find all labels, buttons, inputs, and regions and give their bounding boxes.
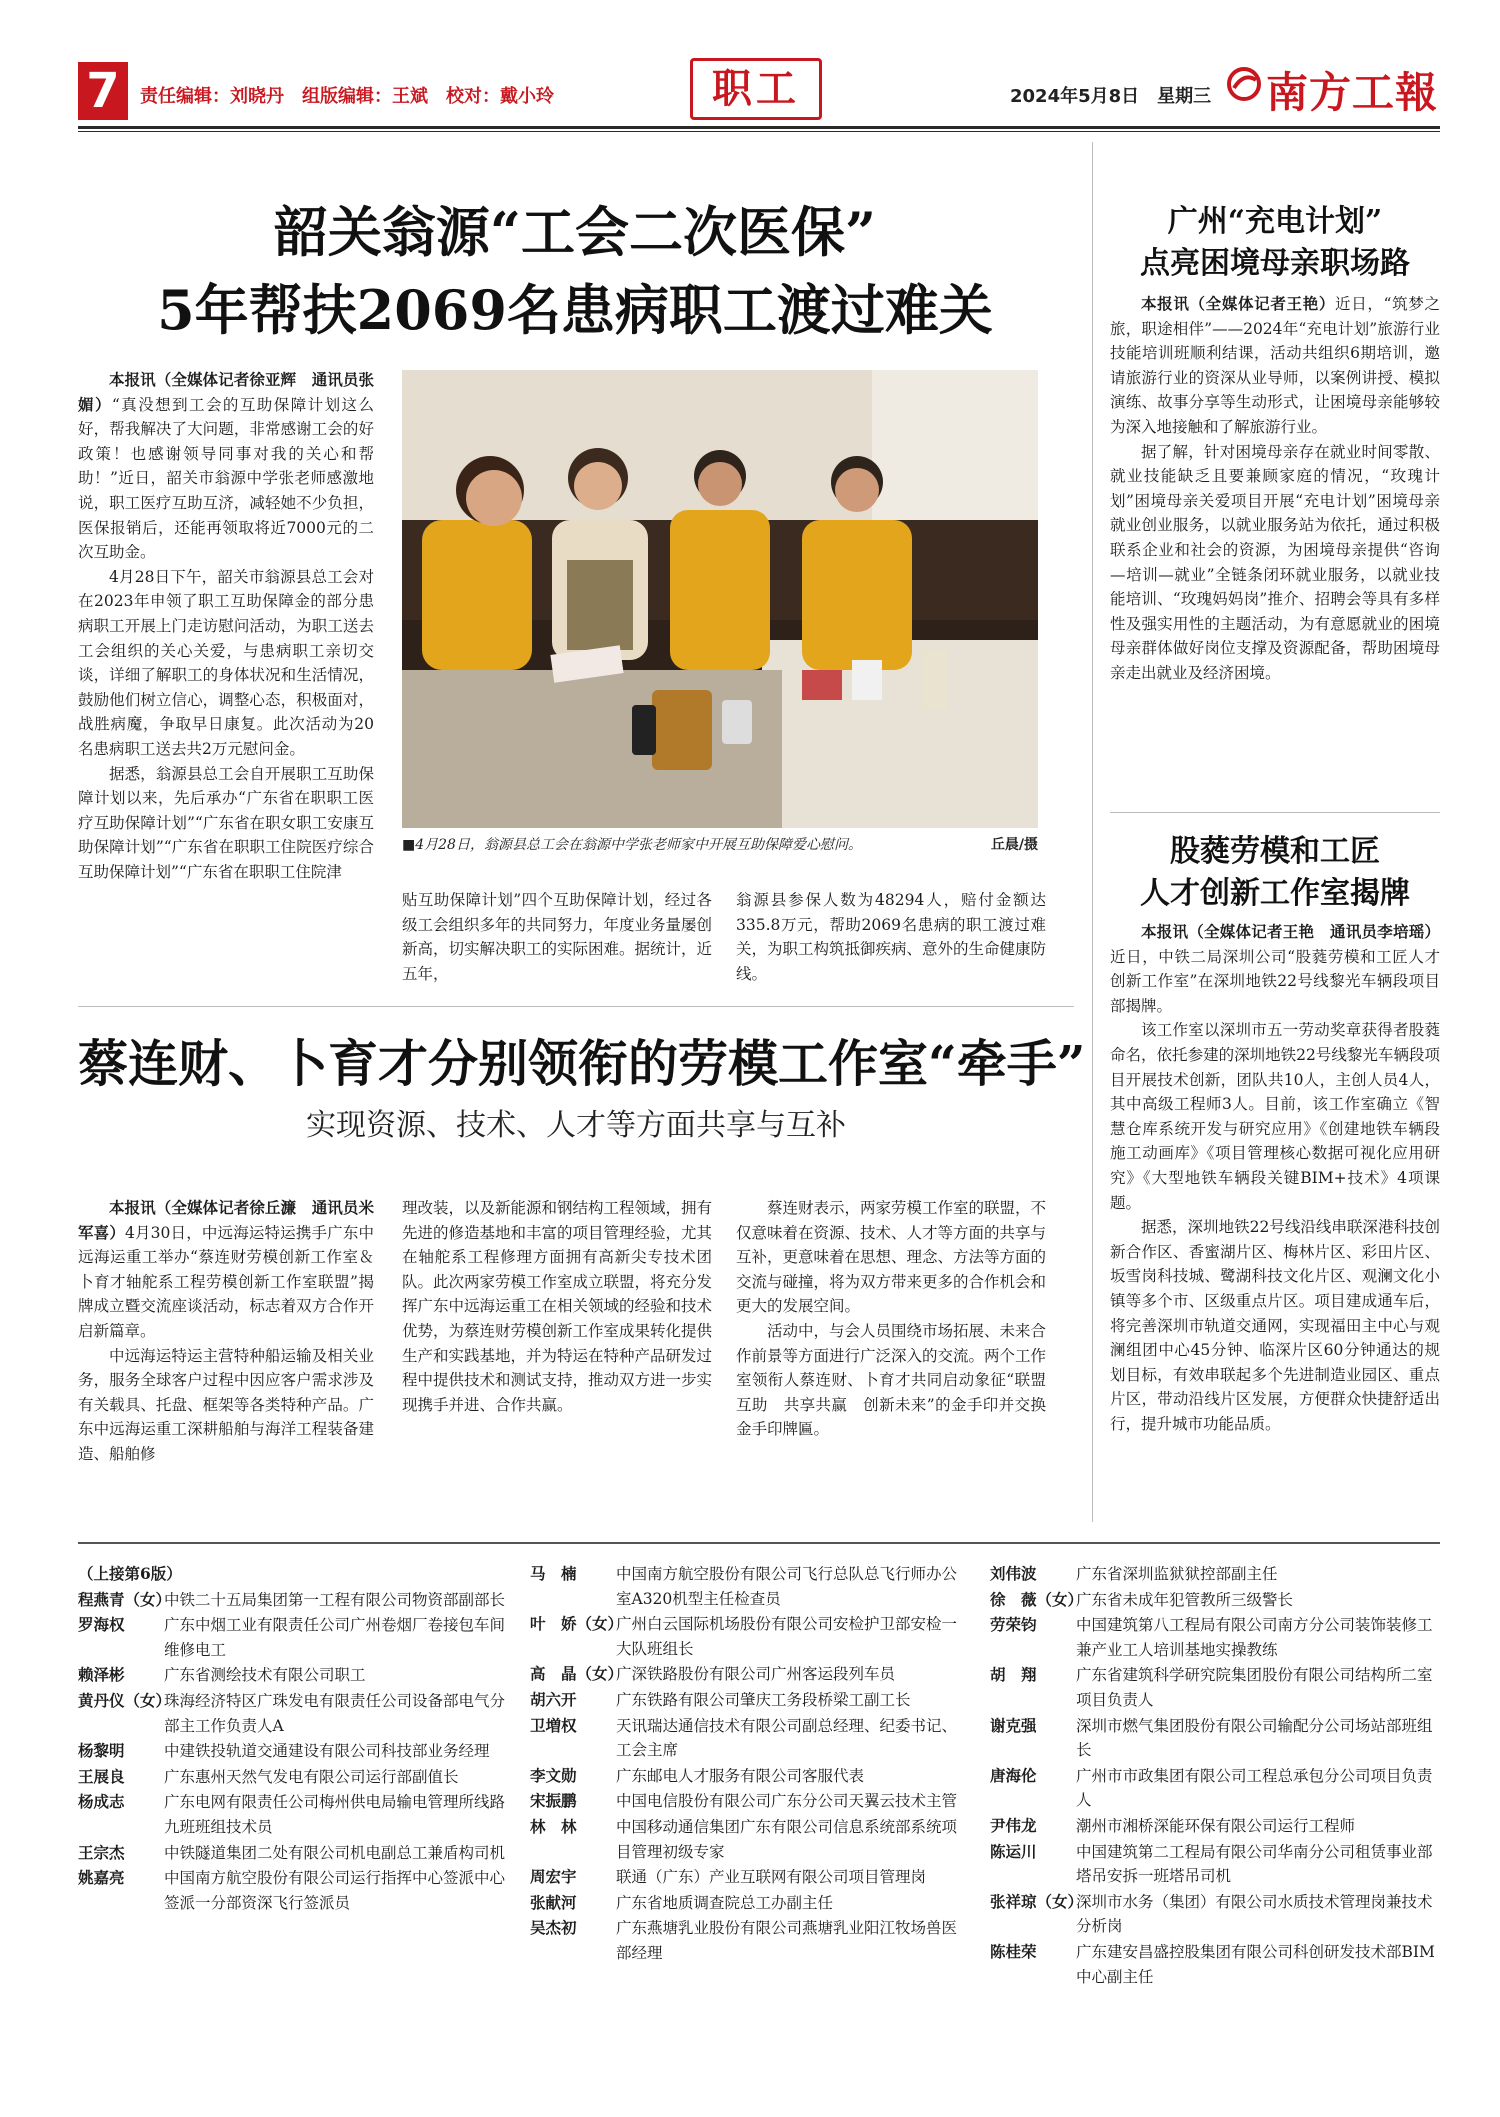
list-item: 杨黎明 中建铁投轨道交通建设有限公司科技部业务经理 xyxy=(78,1741,490,1761)
article3-title-line1: 广州“充电计划” xyxy=(1167,204,1383,239)
article2-paragraph-2b: 理改装，以及新能源和钢结构工程领域，拥有先进的修造基地和丰富的项目管理经验，尤其在轴舵系工程修理方面拥有高新尖专技术团队。此次两家劳模工作室成立联盟，将充分发挥广东中远海运重工在相关领域的经验和技术优势，为蔡连财劳模创新工作室成果转化提供生产和实践基地，并为特运在特种产品研发过程中提供技术和测试支持，推动双方进一步实现携手并进、合作共赢。 xyxy=(402,1199,712,1414)
article2-column-1 xyxy=(78,1196,374,1526)
column-divider xyxy=(1092,142,1093,1522)
article4-title-line2: 人才创新工作室揭牌 xyxy=(1140,876,1410,911)
header-rule xyxy=(78,126,1440,129)
article4-title-line1: 股蕤劳模和工匠 xyxy=(1170,834,1380,869)
article2-column-2 xyxy=(402,1196,712,1526)
article2-paragraph-3: 蔡连财表示，两家劳模工作室的联盟，不仅意味着在资源、技术、人才等方面的共享与互补，更意味着在思想、理念、方法等方面的交流与碰撞，将为双方带来更多的合作机会和更大的发展空间。 xyxy=(736,1199,1046,1316)
list-item: 周宏宇 联通（广东）产业互联网有限公司项目管理岗 xyxy=(530,1867,927,1887)
article1-column-2 xyxy=(402,888,712,1000)
photo-credit: 丘晨/摄 xyxy=(990,837,1038,853)
list-item: 马 楠 中国南方航空股份有限公司飞行总队总飞行师办公室A320机型主任检查员 xyxy=(530,1564,958,1608)
list-item: 吴杰初 广东燕塘乳业股份有限公司燕塘乳业阳江牧场兽医部经理 xyxy=(530,1918,958,1962)
article4-lead: 本报讯（全媒体记者王艳 通讯员李培瑶） xyxy=(1141,922,1440,941)
list-item: 程燕青（女） 中铁二十五局集团第一工程有限公司物资部副部长 xyxy=(78,1589,506,1609)
article2-paragraph-4: 活动中，与会人员围绕市场拓展、未来合作前景等方面进行广泛深入的交流。两个工作室领衔人蔡连财、卜育才共同启动象征“联盟互助 共享共赢 创新未来”的金手印并交换金手印牌匾。 xyxy=(736,1321,1046,1439)
list-item: 高 晶（女） 广深铁路股份有限公司广州客运段列车员 xyxy=(530,1664,896,1684)
list-item: 胡六开 广东铁路有限公司肇庆工务段桥梁工副工长 xyxy=(530,1689,911,1709)
person-2 xyxy=(552,520,648,660)
photo-illustration xyxy=(402,370,1038,828)
article1-title-line1: 韶关翁源“工会二次医保” xyxy=(273,200,877,264)
photo-caption-text: ■4月28日，翁源县总工会在翁源中学张老师家中开展互助保障爱心慰问。 xyxy=(402,837,862,853)
article1-column-3 xyxy=(736,888,1046,1000)
person-3 xyxy=(670,510,770,670)
list-item: 卫増权 天讯瑞达通信技术有限公司副总经理、纪委书记、工会主席 xyxy=(530,1715,958,1760)
article3-paragraph-1: 近日，“筑梦之旅，职途相伴”——2024年“充电计划”旅游行业技能培训班顺利结课，活动共组织6期培训，邀请旅游行业的资深从业导师，以案例讲授、模拟演练、故事分享等生动形式，让困境母亲能够较为深入地接触和了解旅游行业。 xyxy=(1110,295,1440,436)
article2-title: 蔡连财、卜育才分别领衔的劳模工作室“牵手” xyxy=(78,1034,1086,1093)
honor-list-column-2 xyxy=(530,1562,970,1967)
list-item: 劳荣钧 中国建筑第八工程局有限公司南方分公司装饰装修工兼产业工人培训基地实操教练 xyxy=(990,1615,1433,1659)
article2-column-3 xyxy=(736,1196,1046,1526)
list-item: 徐 薇（女） 广东省未成年犯管教所三级警长 xyxy=(990,1589,1294,1609)
honor-list-continued: （上接第6版） xyxy=(78,1564,182,1583)
article3-title-line2: 点亮困境母亲职场路 xyxy=(1140,246,1410,281)
editors-line: 责任编辑：刘晓丹 组版编辑：王斌 校对：戴小玲 xyxy=(140,86,554,107)
header-rule-thin xyxy=(78,131,1440,132)
list-item: 黄丹仪（女） 珠海经济特区广珠发电有限责任公司设备部电气分部主工作负责人A xyxy=(78,1690,506,1735)
article1-photo xyxy=(402,370,1038,828)
article1-paragraph-3b: 贴互助保障计划”四个互助保障计划，经过各级工会组织多年的共同努力，年度业务量屡创新高，切实解决职工的实际困难。据统计，近五年， xyxy=(402,891,712,983)
honor-list-column-3 xyxy=(990,1562,1440,1990)
list-item: 姚嘉亮 中国南方航空股份有限公司运行指挥中心签派中心签派一分部资深飞行签派员 xyxy=(78,1868,506,1912)
list-item: 叶 娇（女） 广州白云国际机场股份有限公司安检护卫部安检一大队班组长 xyxy=(530,1614,958,1658)
newspaper-logo-icon xyxy=(1226,66,1262,102)
list-item: 杨成志 广东电网有限责任公司梅州供电局输电管理所线路九班班组技术员 xyxy=(78,1792,506,1836)
article4-paragraph-3: 据悉，深圳地铁22号线沿线串联深港科技创新合作区、香蜜湖片区、梅林片区、彩田片区、坂雪岗科技城、鹭湖科技文化片区、观澜文化小镇等多个市、区级重点片区。项目建成通车后，将完善深圳市轨道交通网，实现福田主中心与观澜组团中心45分钟、临深片区60分钟通达的规划目标，有效串联起多个先进制造业园区、重点片区，带动沿线片区发展，方便群众快捷舒适出行，提升城市功能品质。 xyxy=(1110,1218,1440,1433)
article2-paragraph-1: 4月30日，中远海运特运携手广东中远海运重工举办“蔡连财劳模创新工作室＆卜育才轴舵系工程劳模创新工作室联盟”揭牌成立暨交流座谈活动，标志着双方合作开启新篇章。 xyxy=(78,1223,374,1340)
list-item: 刘伟波 广东省深圳监狱狱控部副主任 xyxy=(990,1564,1278,1583)
list-item: 罗海权 广东中烟工业有限责任公司广州卷烟厂卷接包车间维修电工 xyxy=(78,1615,506,1659)
article2-lead: 本报讯（全媒体记者徐丘濂 通讯员米军喜） xyxy=(78,1198,374,1242)
article3-paragraph-2: 据了解，针对困境母亲存在就业时间零散、就业技能缺乏且要兼顾家庭的情况，“玫瑰计划”困境母亲关爱项目开展“充电计划”困境母亲就业创业服务，以就业服务站为依托，通过积极联系企业和社会的资源，为困境母亲提供“咨询—培训—就业”全链条闭环就业服务，以就业技能培训、“玫瑰妈妈岗”推介、招聘会等具有多样性及强实用性的主题活动，为有意愿就业的困境母亲群体做好岗位支撑及资源配备，帮助困境母亲走出就业及经济困境。 xyxy=(1110,442,1440,682)
person-1 xyxy=(422,520,532,670)
list-item: 陈运川 中国建筑第二工程局有限公司华南分公司租赁事业部塔吊安拆一班塔吊司机 xyxy=(990,1841,1433,1886)
article-divider xyxy=(78,1006,1074,1007)
honor-list-divider xyxy=(78,1542,1440,1544)
article2-subtitle: 实现资源、技术、人才等方面共享与互补 xyxy=(306,1108,846,1143)
article3-lead: 本报讯（全媒体记者王艳） xyxy=(1141,294,1336,313)
list-item: 唐海伦 广州市市政集团有限公司工程总承包分公司项目负责人 xyxy=(990,1765,1433,1810)
list-item: 张献河 广东省地质调查院总工办副主任 xyxy=(530,1892,834,1912)
section-badge: 职工 xyxy=(690,58,822,120)
photo-caption xyxy=(402,834,1038,854)
page-number: 7 xyxy=(78,62,128,120)
article1-lead: 本报讯（全媒体记者徐亚辉 通讯员张媚） xyxy=(78,370,374,414)
person-4 xyxy=(802,520,912,670)
list-item: 谢克强 深圳市燃气集团股份有限公司输配分公司场站部班组长 xyxy=(990,1715,1433,1760)
list-item: 张祥琼（女） 深圳市水务（集团）有限公司水质技术管理岗兼技术分析岗 xyxy=(990,1891,1433,1936)
list-item: 王展良 广东惠州天然气发电有限公司运行部副值长 xyxy=(78,1766,459,1786)
article4-paragraph-1: 近日，中铁二局深圳公司“股蕤劳模和工匠人才创新工作室”在深圳地铁22号线黎光车辆段项目部揭牌。 xyxy=(1110,947,1440,1015)
article1-paragraph-3c: 翁源县参保人数为48294人，赔付金额达335.8万元，帮助2069名患病的职工渡过难关，为职工构筑抵御疾病、意外的生命健康防线。 xyxy=(736,891,1046,983)
honor-list-column-1 xyxy=(78,1562,514,1916)
article1-paragraph-2: 4月28日下午，韶关市翁源县总工会对在2023年申领了职工互助保障金的部分患病职工开展上门走访慰问活动，为职工送去工会组织的关心关爱，与患病职工亲切交谈，详细了解职工的身体状况和生活情况，鼓励他们树立信心，调整心态，积极面对，战胜病魔，争取早日康复。此次活动为20名患病职工送去共2万元慰问金。 xyxy=(78,567,374,758)
list-item: 赖泽彬 广东省测绘技术有限公司职工 xyxy=(78,1665,366,1685)
article1-title-line2: 5年帮扶2069名患病职工渡过难关 xyxy=(157,278,993,342)
article2-paragraph-2a: 中远海运特运主营特种船运输及相关业务，服务全球客户过程中因应客户需求涉及有关载具、托盘、框架等各类特种产品。广东中远海运重工深耕船舶与海洋工程装备建造、船舶修 xyxy=(78,1346,374,1463)
list-item: 林 林 中国移动通信集团广东有限公司信息系统部系统项目管理初级专家 xyxy=(530,1816,958,1861)
article1-paragraph-3a: 据悉，翁源县总工会自开展职工互助保障计划以来，先后承办“广东省在职职工医疗互助保障计划”“广东省在职女职工安康互助保障计划”“广东省在职职工住院医疗综合互助保障计划”“广东省在职职工住院津 xyxy=(78,764,374,881)
article1-column-1 xyxy=(78,368,374,994)
list-item: 宋振鹏 中国电信股份有限公司广东分公司天翼云技术主管 xyxy=(530,1791,958,1811)
issue-date: 2024年5月8日 星期三 xyxy=(1010,86,1212,107)
sidebar-divider xyxy=(1110,812,1440,813)
article3-body xyxy=(1110,292,1440,798)
list-item: 胡 翔 广东省建筑科学研究院集团股份有限公司结构所二室项目负责人 xyxy=(990,1665,1433,1709)
list-item: 李文勋 广东邮电人才服务有限公司客服代表 xyxy=(530,1765,865,1785)
list-item: 陈桂荣 广东建安昌盛控股集团有限公司科创研发技术部BIM中心副主任 xyxy=(990,1941,1435,1986)
article4-body xyxy=(1110,920,1440,1530)
list-item: 王宗杰 中铁隧道集团二处有限公司机电副总工兼盾构司机 xyxy=(78,1842,506,1862)
newspaper-logo-text: 南方工報 xyxy=(1266,68,1439,117)
article4-paragraph-2: 该工作室以深圳市五一劳动奖章获得者股蕤命名，依托参建的深圳地铁22号线黎光车辆段项目开展技术创新，团队共10人，主创人员4人，其中高级工程师3人。目前，该工作室确立《智慧仓库系统开发与研究应用》《创建地铁车辆段施工动画库》《项目管理核心数据可视化应用研究》《大型地铁车辆段关键BIM+技术》4项课题。 xyxy=(1110,1021,1440,1212)
list-item: 尹伟龙 潮州市湘桥深能环保有限公司运行工程师 xyxy=(990,1815,1356,1835)
article1-paragraph-1: “真没想到工会的互助保障计划这么好，帮我解决了大问题，非常感谢工会的好政策！也感谢领导同事对我的关心和帮助！”近日，韶关市翁源中学张老师感激地说，职工医疗互助互济，减轻她不少负担，医保报销后，还能再领取将近7000元的二次互助金。 xyxy=(78,395,374,562)
